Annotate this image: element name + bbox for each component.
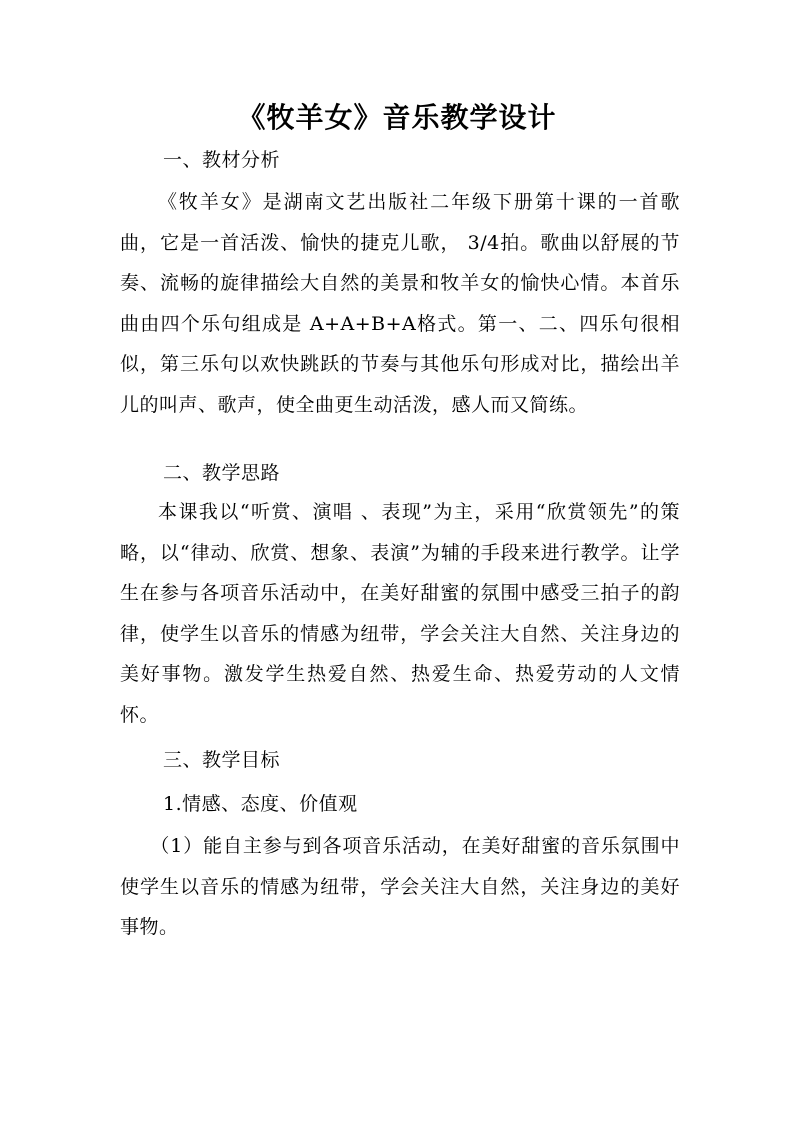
paragraph-materials-analysis: 《牧羊女》是湖南文艺出版社二年级下册第十课的一首歌曲，它是一首活泼、愉快的捷克儿歌， 3/4拍。歌曲以舒展的节奏、流畅的旋律描绘大自然的美景和牧羊女的愉快心情。本首乐曲由四个乐句组成是 A+A+B+A格式。第一、二、四乐句很相似，第三乐句以欢快跳跃的节奏与其他乐句形成对比，描绘出羊儿的叫声、歌声，使全曲更生动活泼，感人而又简练。 (120, 191, 680, 416)
subheading-emotion-attitude-values: 1.情感、态度、价值观 (163, 793, 358, 815)
paragraph-teaching-approach: 本课我以“听赏、演唱 、表现”为主，采用“欣赏领先”的策略，以“律动、欣赏、想象、表演”为辅的手段来进行教学。让学生在参与各项音乐活动中，在美好甜蜜的氛围中感受三拍子的韵律，使学生以音乐的情感为纽带，学会关注大自然、关注身边的美好事物。激发学生热爱自然、热爱生命、热爱劳动的人文情怀。 (120, 501, 680, 726)
section-heading-teaching-approach: 二、教学思路 (163, 462, 281, 484)
section-heading-teaching-goals: 三、教学目标 (163, 749, 281, 771)
document-title: 《牧羊女》音乐教学设计 (237, 101, 557, 134)
goal-item-1: （1）能自主参与到各项音乐活动，在美好甜蜜的音乐氛围中使学生以音乐的情感为纽带，学会关注大自然，关注身边的美好事物。 (120, 835, 680, 938)
section-heading-materials-analysis: 一、教材分析 (163, 149, 281, 171)
